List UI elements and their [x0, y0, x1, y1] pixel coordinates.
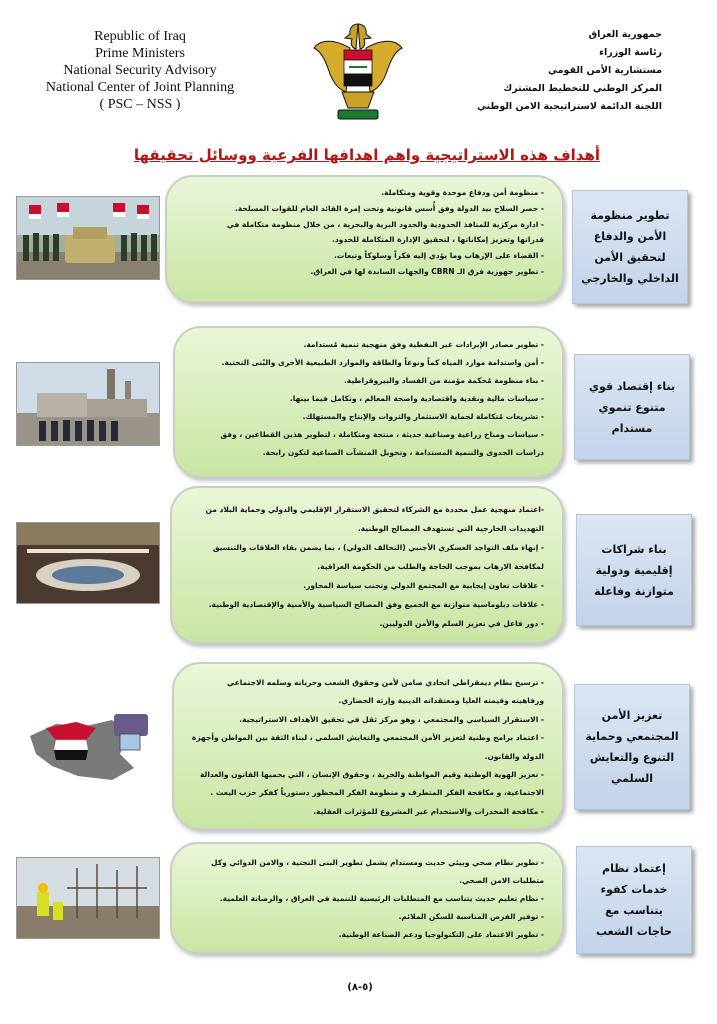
- objective-item: ورفاهيته وقيمته العليا ومعتقداته الدينية وإرثه الحضاري.: [338, 696, 544, 706]
- objective-item: التهديدات الخارجية التي تستهدف المصالح الوطنية.: [357, 524, 544, 533]
- goal-line: يتناسب مع: [605, 904, 663, 917]
- objective-item: - سياسات مالية ونقدية واقتصادية واضحة المعالم ، وتكامل فيما بينها.: [289, 394, 544, 403]
- objective-item: - الاستقرار السياسي والمجتمعي ، وهو مركز ثقل في تحقيق الأهداف الاستراتيجية.: [239, 714, 544, 724]
- objective-item: - تطوير نظام صحي وبيئي حديث ومستدام يشمل تطوير البنى التحتية ، والامن الدوائي وكل: [211, 858, 544, 867]
- goal-line: متنوع تنموي: [598, 400, 666, 414]
- construction-workers-photo: [16, 857, 160, 939]
- goal-line: حاجات الشعب: [596, 925, 672, 938]
- objective-item: - حصر السلاح بيد الدولة وفق أُسس قانونية وتحت إمرة القائد العام للقوات المسلحة.: [235, 203, 544, 213]
- goal-line: تعزيز الأمن: [601, 709, 663, 722]
- goal-line: المجتمعي وحماية: [585, 730, 679, 743]
- page-title: أهداف هذه الاستراتيجية واهم اهدافها الفرعية ووسائل تحقيقها: [133, 146, 600, 164]
- industrial-plant-photo: [16, 362, 160, 446]
- header-english-line: National Center of Joint Planning: [45, 80, 235, 95]
- section-objectives-box: [172, 662, 564, 830]
- goal-line: الداخلي والخارجي: [581, 272, 679, 285]
- military-parade-photo: [16, 196, 160, 280]
- goal-line: السلمي: [610, 772, 654, 785]
- objective-item: - اعتماد برامج وطنية لتعزيز الأمن المجتمعي والتعايش السلمي ، لبناء الثقة بين المواطن وأجهزة: [191, 733, 544, 743]
- header-english-line: ( PSC – NSS ): [99, 97, 181, 112]
- objective-item: - أمن واستدامة موارد المياه كماً ونوعاً والطاقة والموارد الطبيعية الأخرى والبُنى التحتية.: [221, 358, 544, 367]
- objective-item: - علاقات تعاون إيجابية مع المجتمع الدولي وتجنب سياسة المحاور.: [303, 581, 544, 590]
- objective-item: - تطوير مصادر الإيرادات غير النفطية وفق منهجية تنمية مُستدامة.: [303, 340, 544, 349]
- objective-item: - علاقات دبلوماسية متوازنة مع الجميع وفق المصالح السياسية والأمنية والإقتصادية الوطنية.: [208, 600, 544, 609]
- goal-line: بناء شراكات: [601, 542, 667, 556]
- conference-hall-photo: [16, 522, 160, 604]
- objective-item: - ترسيخ نظام ديمقراطي اتحادي ضامن لأمن وحقوق الشعب وحرياته وسلمه الاجتماعي: [227, 678, 544, 687]
- header-english-line: National Security Advisory: [63, 63, 217, 78]
- goal-line: إقليمية ودولية: [595, 563, 673, 577]
- page-number: (٥-٨): [347, 982, 373, 993]
- objective-item: - تطوير جهوزية فرق الـ CBRN والجهات الساندة لها في العراق.: [310, 266, 544, 276]
- header-arabic-line: اللجنة الدائمة لاستراتيجية الامن الوطني: [476, 101, 662, 112]
- header-arabic-line: مستشارية الأمن القومي: [548, 65, 662, 76]
- objective-item: - ادارة مركزية للمنافذ الحدودية والحدود البرية والبحرية ، من خلال منظومة متكاملة في: [226, 219, 544, 229]
- header-english: [30, 28, 250, 113]
- goal-line: متوازنة وفاعلة: [594, 584, 674, 598]
- section-goal-box: [574, 354, 690, 460]
- goal-line: التنوع والتعايش: [589, 751, 675, 764]
- goal-line: تطوير منظومة: [590, 209, 670, 222]
- objective-item: الدولة والقانون.: [484, 751, 544, 761]
- objective-item: دراسات الجدوى والتنمية المستدامة ، وتحويل المنشآت الصناعية لتكون رابحة.: [262, 448, 544, 457]
- section-goal-box: [576, 514, 692, 626]
- objective-item: - توفير الفرص المناسبة للسكن الملائم.: [398, 912, 544, 921]
- objective-item: - دور فاعل في تعزيز السلم والأمن الدوليين.: [379, 619, 544, 628]
- section-goal-box: [574, 684, 690, 810]
- objective-item: - إنهاء ملف التواجد العسكري الأجنبي (التحالف الدولي) ، بما يضمن بقاء العلاقات والتنسيق: [212, 543, 544, 552]
- objective-item: قدراتها وتعزيز إمكاناتها ، لتحقيق الإدارة المتكاملة للحدود.: [331, 235, 544, 245]
- objective-item: متطلبات الامن الصحي.: [459, 876, 544, 885]
- objective-item: - تطوير الاعتماد على التكنولوجيا ودعم الصناعة الوطنية.: [338, 930, 544, 939]
- section-objectives-box: [173, 326, 564, 478]
- header-arabic-line: جمهورية العراق: [588, 29, 662, 40]
- objective-item: - سياسات ومناخ زراعية وصناعية حديثة ، منتجة ومتكاملة ، لتطوير هذين القطاعين ، وفق: [220, 430, 544, 439]
- goal-line: الأمن والدفاع: [593, 230, 667, 243]
- section-objectives-box: [170, 486, 564, 644]
- goal-line: مستدام: [611, 421, 653, 435]
- objective-item: - مكافحة المخدرات والاستخدام غير المشروع للمؤثرات العقلية.: [313, 806, 544, 816]
- section-goal-box: [576, 846, 692, 954]
- objective-item: - نظام تعليم حديث يتناسب مع المتطلبات الرئيسية للتنمية في العراق ، والرصانة العلمية.: [219, 894, 544, 903]
- section-goal-box: [572, 190, 688, 304]
- objective-item: - القضاء على الإرهاب وما يؤدي إليه فكراً وسلوكاً وتبعات.: [333, 251, 544, 261]
- goal-line: بناء إقتصاد قوي: [588, 379, 676, 393]
- objective-item: - تعزيز الهوية الوطنية وقيم المواطنة والحرية ، وحقوق الإنسان ، التي يحميها القانون والعدالة: [199, 770, 544, 780]
- section-objectives-box: [170, 842, 564, 954]
- objective-item: -اعتماد منهجية عمل محددة مع الشركاء لتحقيق الاستقرار الإقليمي والدولي وحماية البلاد من: [205, 505, 544, 514]
- goal-line: خدمات كفوء: [600, 883, 668, 896]
- objective-item: الاجتماعية، و مكافحة الفكر المتطرف و منظومة الفكر المحظور دستورياً كفكر حزب البعث .: [210, 788, 544, 798]
- iraq-map-flag-photo: [16, 706, 158, 788]
- header-arabic: [402, 26, 662, 116]
- goal-line: لتحقيق الأمن: [594, 251, 666, 264]
- header-arabic-line: المركز الوطني للتخطيط المشترك: [503, 83, 662, 94]
- goal-line: إعتماد نظام: [602, 862, 666, 875]
- header-english-line: Republic of Iraq: [94, 29, 186, 44]
- objective-item: لمكافحة الارهاب بموجب الحاجة والطلب من الحكومة العراقية.: [317, 562, 544, 571]
- header-english-line: Prime Ministers: [95, 46, 185, 61]
- objective-item: - بناء منظومة مُحكمة مؤمنة من الفساد والبيروقراطية.: [343, 376, 544, 385]
- header-arabic-line: رئاسة الوزراء: [599, 47, 662, 58]
- iraq-eagle-emblem-icon: [312, 18, 404, 126]
- section-objectives-box: [165, 175, 564, 303]
- objective-item: - تشريعات مُتكاملة لحماية الاستثمار والثروات والإنتاج والمستهلك.: [302, 412, 544, 421]
- objective-item: - منظومة أمن ودفاع موحدة وقوية ومتكاملة.: [381, 188, 544, 197]
